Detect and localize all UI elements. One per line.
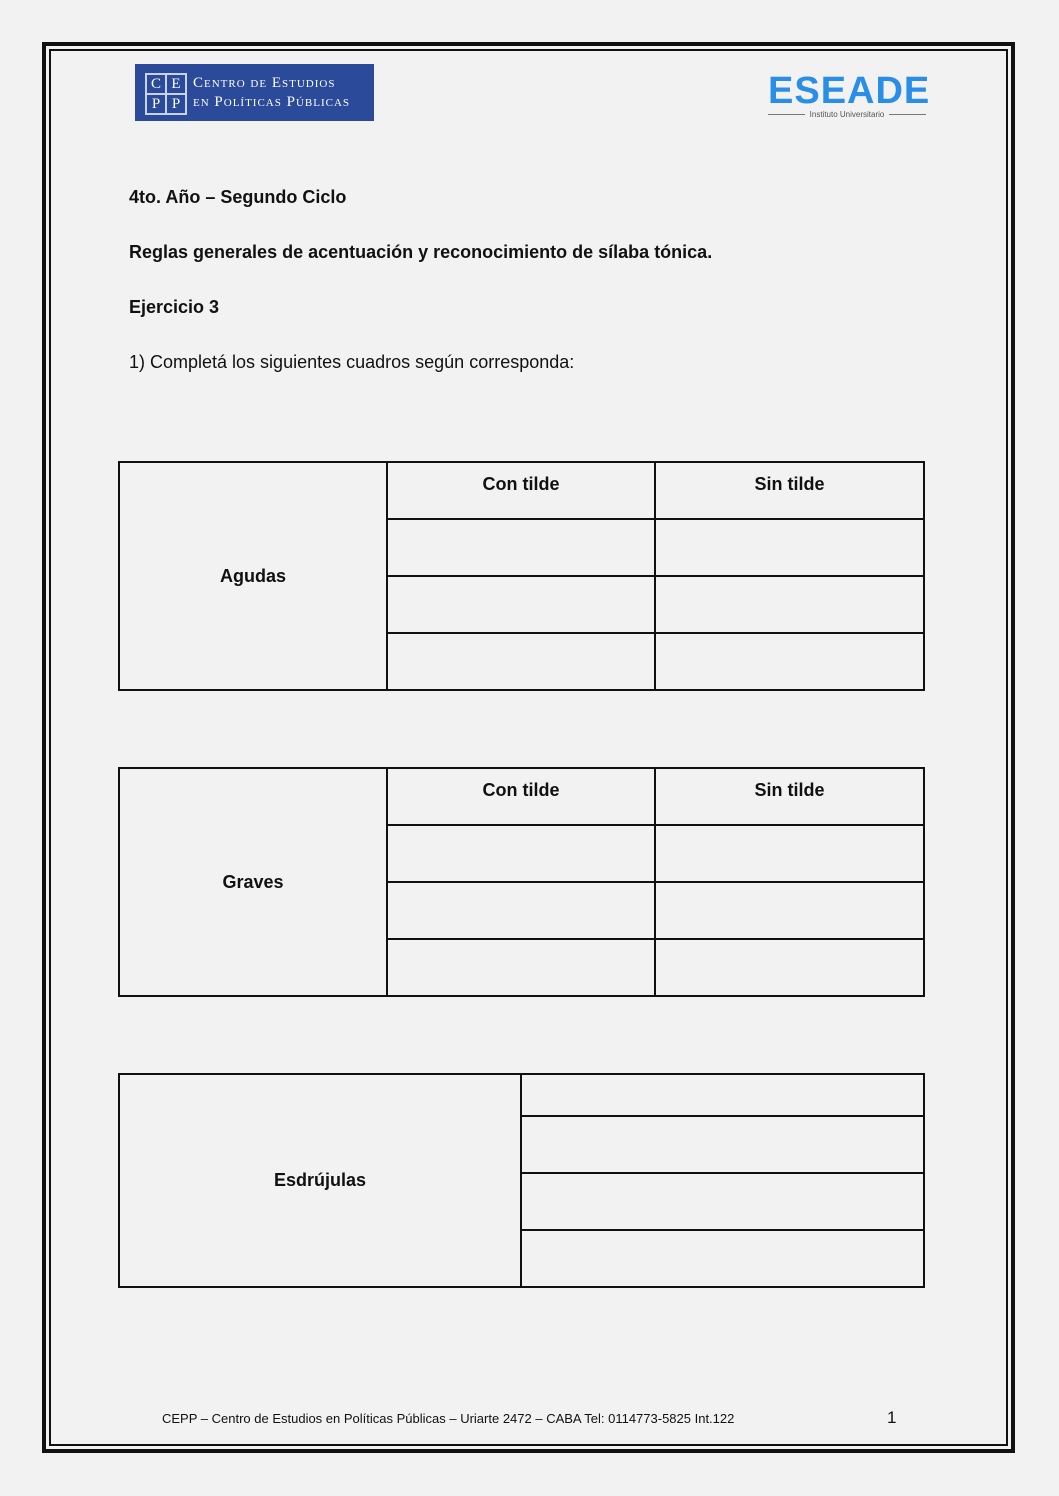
answer-cell[interactable] <box>521 1173 924 1230</box>
answer-cell[interactable] <box>387 576 655 633</box>
answer-cell[interactable] <box>655 882 924 939</box>
answer-cell[interactable] <box>655 519 924 576</box>
exercise-heading: Ejercicio 3 <box>129 297 220 317</box>
cepp-letter: P <box>146 94 166 114</box>
eseade-logo-subtitle-row <box>768 110 926 119</box>
cepp-monogram <box>145 73 187 115</box>
course-heading: 4to. Año – Segundo Ciclo <box>129 187 347 207</box>
answer-cell[interactable] <box>387 519 655 576</box>
graves-label: Graves <box>119 768 387 996</box>
agudas-header-sin-tilde: Sin tilde <box>655 462 924 519</box>
answer-cell[interactable] <box>387 939 655 996</box>
answer-cell[interactable] <box>655 576 924 633</box>
esdrujulas-table <box>118 1073 925 1288</box>
cepp-logo-text <box>193 74 350 112</box>
footer-text: CEPP – Centro de Estudios en Políticas Públicas – Uriarte 2472 – CABA Tel: 0114773-5825 Int.122 <box>162 1411 735 1426</box>
eseade-rule-left <box>768 114 805 115</box>
cepp-letter: C <box>146 74 166 94</box>
page-number: 1 <box>887 1408 897 1427</box>
answer-cell[interactable] <box>521 1116 924 1173</box>
cepp-letter: E <box>166 74 186 94</box>
graves-table <box>118 767 925 997</box>
eseade-logo-name: ESEADE <box>768 70 931 112</box>
eseade-logo-subtitle: Instituto Universitario <box>809 110 885 119</box>
topic-heading: Reglas generales de acentuación y reconocimiento de sílaba tónica. <box>129 242 713 262</box>
answer-cell[interactable] <box>521 1074 924 1116</box>
answer-cell[interactable] <box>655 825 924 882</box>
answer-cell[interactable] <box>655 939 924 996</box>
instruction-text: 1) Completá los siguientes cuadros según corresponda: <box>129 352 575 372</box>
answer-cell[interactable] <box>387 633 655 690</box>
answer-cell[interactable] <box>655 633 924 690</box>
graves-header-con-tilde: Con tilde <box>387 768 655 825</box>
agudas-label: Agudas <box>119 462 387 690</box>
esdrujulas-label: Esdrújulas <box>119 1074 521 1287</box>
eseade-logo <box>768 70 931 122</box>
answer-cell[interactable] <box>387 882 655 939</box>
answer-cell[interactable] <box>521 1230 924 1287</box>
cepp-logo-line2: en Políticas Públicas <box>193 94 351 110</box>
agudas-header-con-tilde: Con tilde <box>387 462 655 519</box>
cepp-logo <box>135 64 374 121</box>
cepp-logo-line1: Centro de Estudios <box>193 75 336 91</box>
graves-header-sin-tilde: Sin tilde <box>655 768 924 825</box>
eseade-rule-right <box>889 114 926 115</box>
cepp-letter: P <box>166 94 186 114</box>
agudas-table <box>118 461 925 691</box>
answer-cell[interactable] <box>387 825 655 882</box>
